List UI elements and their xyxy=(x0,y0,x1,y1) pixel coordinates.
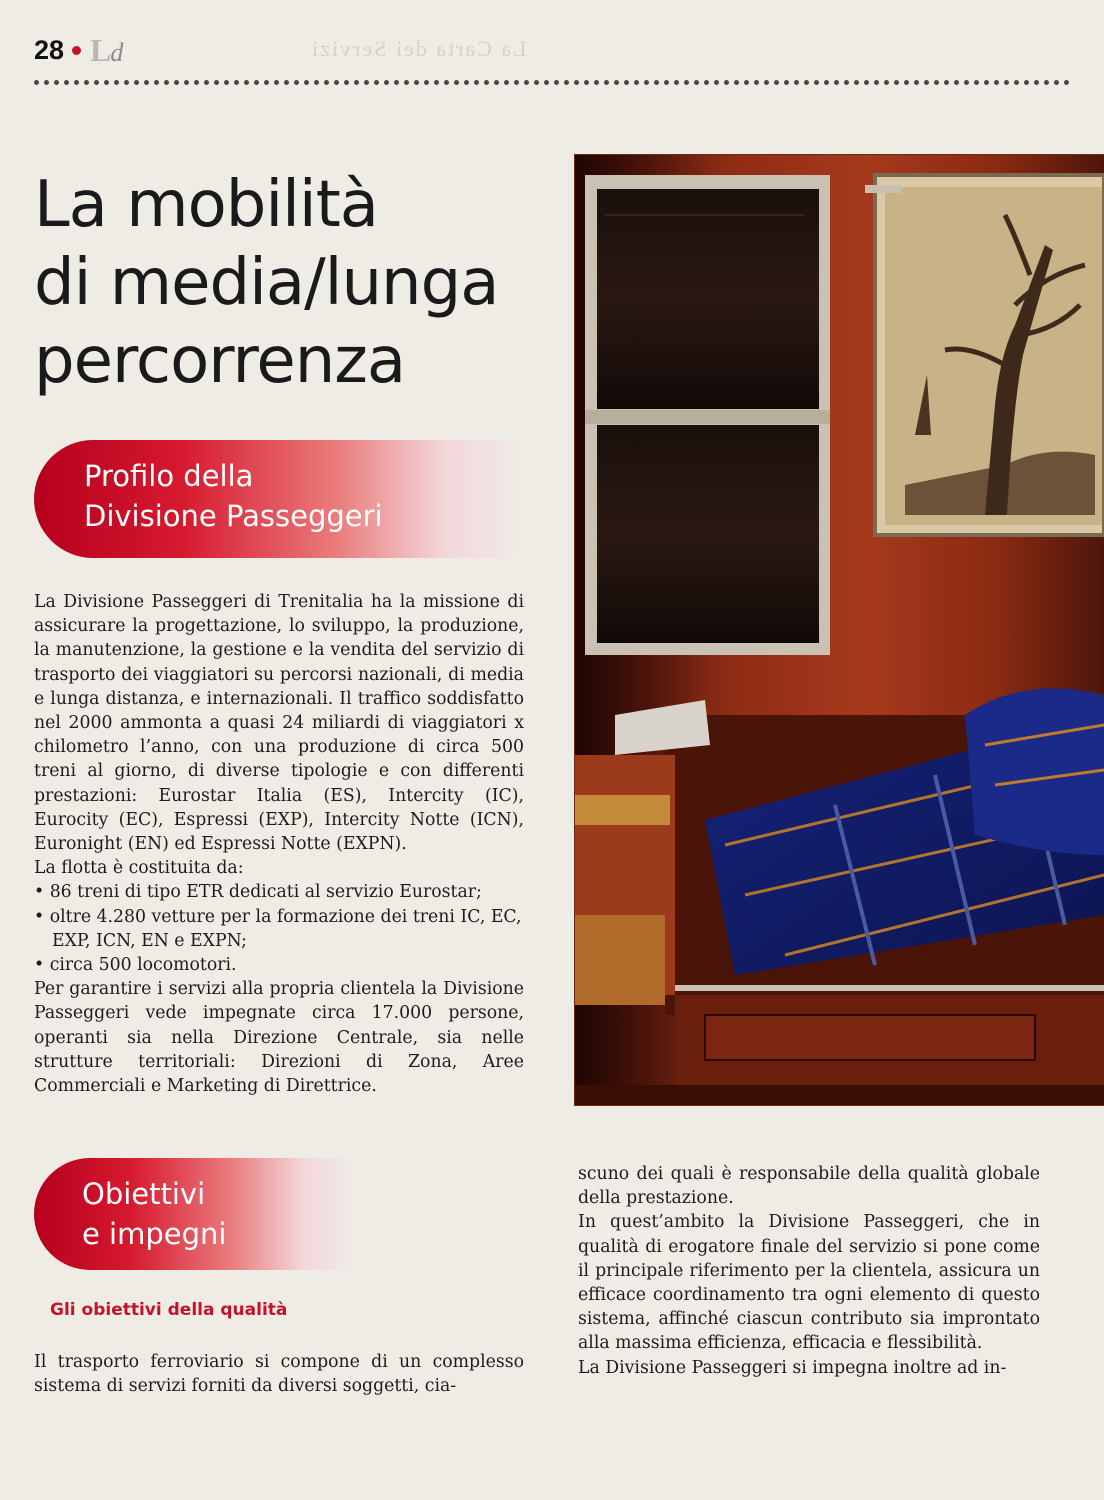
profile-paragraph: La Divisione Passeggeri di Trenitalia ha la missione di assicurare la progettazione, lo sviluppo, la produzione, la manutenzione, la gestione e la vendita del servizio di trasporto dei viaggiatori su percorsi nazionali, di media e lunga distanza, e internazionali. Il traffico soddisfatto nel 2000 ammonta a quasi 24 miliardi di viaggiatori x chilometro l’anno, con una produzione di circa 500 treni al giorno, di diverse tipologie e con differenti prestazioni: Eurostar Italia (ES), Intercity (IC), Eurocity (EC), Espressi (EXP), Intercity Notte (ICN), Euronight (EN) ed Espressi Notte (EXPN). xyxy=(34,592,524,855)
train-compartment-photo xyxy=(575,155,1104,1105)
heading-line: e impegni xyxy=(82,1217,227,1251)
heading-line: Obiettivi xyxy=(82,1177,206,1211)
page-header xyxy=(34,28,122,72)
page-number: 28 xyxy=(34,34,65,65)
dotted-divider xyxy=(34,80,1070,85)
objectives-paragraph-continued: scuno dei quali è responsabile della qualità globale della prestazione. xyxy=(578,1164,1040,1209)
quality-subheading: Gli obiettivi della qualità xyxy=(50,1300,288,1320)
objectives-body-left xyxy=(34,1350,524,1398)
show-through-text: La Carta dei Servizi xyxy=(310,36,527,61)
objectives-paragraph: In quest’ambito la Divisione Passeggeri, che in qualità di erogatore finale del servizio si pone come il principale riferimento per la clientela, assicura un efficace coordinamento tra ogni elemento di questo sistema, affinché ciascun contributo sia improntato alla massima efficienza, efficacia e flessibilità. xyxy=(578,1212,1040,1354)
logo-letter: L xyxy=(90,31,111,68)
section-heading-text xyxy=(82,1174,226,1254)
heading-line: Divisione Passeggeri xyxy=(84,499,383,533)
window-upper-pane xyxy=(597,189,819,409)
photo-illustration xyxy=(575,155,1104,1105)
fleet-list xyxy=(34,880,524,977)
logo-suffix: d xyxy=(110,37,123,67)
fleet-item: • oltre 4.280 vetture per la formazione dei treni IC, EC, EXP, ICN, EN e EXPN; xyxy=(34,905,524,953)
fleet-item: • 86 treni di tipo ETR dedicati al servizio Eurostar; xyxy=(34,880,524,904)
section-heading-profile xyxy=(34,440,524,558)
title-line: La mobilità xyxy=(34,168,378,242)
staff-paragraph: Per garantire i servizi alla propria clientela la Divisione Passeggeri vede impegnate circa 17.000 persone, operanti sia nella Direzione Centrale, sia nelle strutture territoriali: Direzioni di Zona, Aree Commerciali e Marketing di Direttrice. xyxy=(34,979,524,1097)
article-title xyxy=(34,166,554,400)
magazine-logo xyxy=(90,32,122,69)
section-heading-text xyxy=(84,456,383,536)
window-lower-pane xyxy=(597,425,819,643)
objectives-body-right xyxy=(578,1162,1040,1380)
objectives-paragraph: La Divisione Passeggeri si impegna inoltre ad in- xyxy=(578,1357,1007,1378)
heading-line: Profilo della xyxy=(84,459,254,493)
profile-body xyxy=(34,590,524,1098)
title-line: di media/lunga xyxy=(34,246,499,320)
fleet-intro: La flotta è costituita da: xyxy=(34,858,244,879)
objectives-paragraph: Il trasporto ferroviario si compone di un complesso sistema di servizi forniti da diversi soggetti, cia- xyxy=(34,1352,524,1397)
title-line: percorrenza xyxy=(34,324,406,398)
header-dot-icon xyxy=(72,46,81,55)
section-heading-objectives xyxy=(34,1158,354,1270)
fleet-item: • circa 500 locomotori. xyxy=(34,953,524,977)
